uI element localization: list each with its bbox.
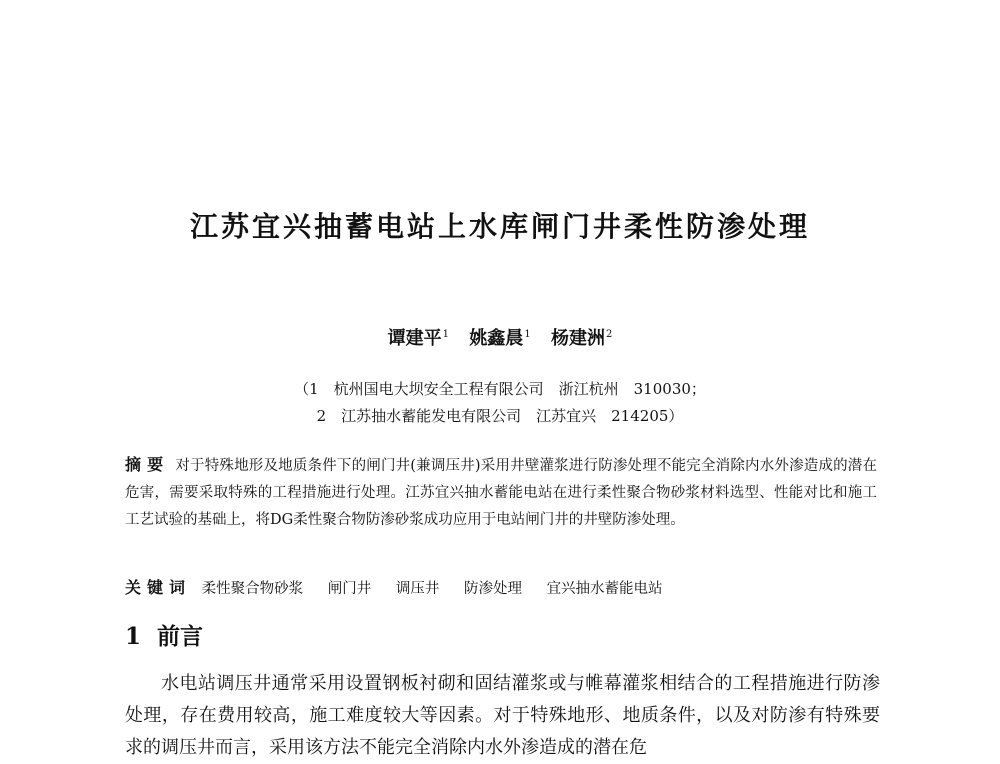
abstract-label: 摘要 bbox=[125, 455, 170, 474]
keyword: 宜兴抽水蓄能电站 bbox=[546, 581, 663, 597]
author bbox=[551, 328, 612, 349]
section-number: 1 bbox=[125, 623, 142, 650]
abstract bbox=[125, 451, 877, 534]
keyword: 调压井 bbox=[395, 581, 440, 597]
paper-title: 江苏宜兴抽蓄电站上水库闸门井柔性防渗处理 bbox=[189, 210, 810, 243]
author-name: 谭建平 bbox=[387, 328, 442, 349]
section-title: 前言 bbox=[157, 623, 204, 650]
author-affiliation-mark: 2 bbox=[605, 329, 613, 340]
author-list bbox=[0, 324, 1000, 350]
author-affiliation-mark: 1 bbox=[524, 329, 531, 340]
author bbox=[388, 328, 449, 349]
keyword: 闸门井 bbox=[327, 581, 372, 597]
section-heading bbox=[125, 618, 203, 651]
abstract-text: 对于特殊地形及地质条件下的闸门井(兼调压井)采用井壁灌浆进行防渗处理不能完全消除内水外渗造成的潜在危害，需要采取特殊的工程措施进行处理。江苏宜兴抽水蓄能电站在进行柔性聚合物砂浆材料选型、性能对比和施工工艺试验的基础上，将DG柔性聚合物防渗砂浆成功应用于电站闸门井的井壁防渗处理。 bbox=[125, 458, 877, 528]
section-body-text: 水电站调压井通常采用设置钢板衬砌和固结灌浆或与帷幕灌浆相结合的工程措施进行防渗处理，存在费用较高，施工难度较大等因素。对于特殊地形、地质条件，以及对防渗有特殊要求的调压井而言，采用该方法不能完全消除内水外渗造成的潜在危 bbox=[125, 673, 880, 758]
keywords bbox=[125, 574, 877, 603]
author-affiliation-mark: 1 bbox=[442, 329, 450, 340]
affiliation-line-1: （1 杭州国电大坝安全工程有限公司 浙江杭州 310030； bbox=[294, 380, 706, 398]
author-name: 姚鑫晨 bbox=[469, 328, 524, 349]
keywords-label: 关键词 bbox=[125, 578, 192, 597]
author bbox=[469, 328, 530, 349]
keyword: 防渗处理 bbox=[463, 581, 522, 597]
author-name: 杨建洲 bbox=[550, 328, 605, 349]
affiliation-line-2: 2 江苏抽水蓄能发电有限公司 江苏宜兴 214205） bbox=[316, 407, 684, 425]
keyword: 柔性聚合物砂浆 bbox=[201, 581, 304, 597]
